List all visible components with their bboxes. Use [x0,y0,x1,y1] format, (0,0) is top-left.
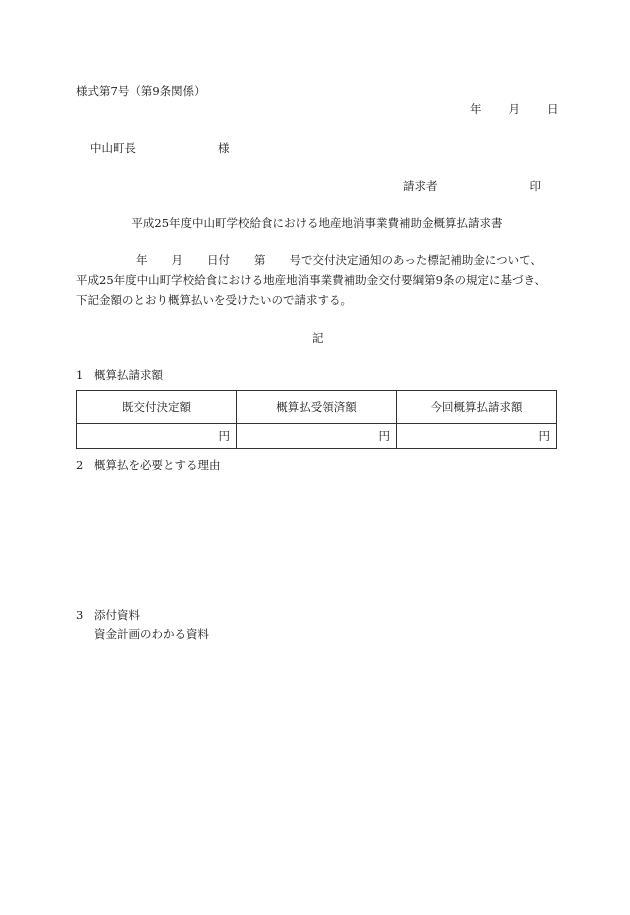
body-line-2: 平成25年度中山町学校給食における地産地消事業費補助金交付要綱第9条の規定に基づき、 [76,273,546,287]
section-3-title: 添付資料 [94,608,140,622]
ki-heading: 記 [312,331,324,345]
section-1-number: 1 [76,368,84,382]
section-3-heading [76,610,140,622]
table-value-cell: 円 [237,424,397,449]
date-line [470,104,559,116]
table-value-cell: 円 [77,424,237,449]
section-1-heading [76,370,163,382]
section-2-heading [76,460,221,472]
requester-label: 請求者 [403,179,438,193]
addressee [90,143,230,155]
requester [403,181,541,193]
table-header-cell: 既交付決定額 [77,391,237,424]
section-3-item: 資金計画のわかる資料 [94,627,209,641]
addressee-name: 中山町長 [90,141,136,155]
body-month: 月 [171,253,183,267]
section-2-number: 2 [76,458,84,472]
section-2-title: 概算払を必要とする理由 [94,458,221,472]
form-number: 様式第7号（第9条関係） [76,84,206,98]
amount-table [76,390,557,449]
body-line-3: 下記金額のとおり概算払いを受けたいので請求する。 [76,293,352,307]
section-3-number: 3 [76,608,84,622]
requester-seal: 印 [529,179,541,193]
document-title: 平成25年度中山町学校給食における地産地消事業費補助金概算払請求書 [131,216,503,230]
table-header-cell: 概算払受領済額 [237,391,397,424]
section-1-title: 概算払請求額 [94,368,163,382]
date-day: 日 [547,102,559,116]
date-month: 月 [508,102,520,116]
table-value-row [77,424,557,449]
addressee-honorific: 様 [218,141,230,155]
body-line-1 [136,255,542,267]
date-year: 年 [470,102,482,116]
table-value-cell: 円 [397,424,557,449]
table-header-row [77,391,557,424]
body-date-attached: 日付 [207,253,230,267]
table-header-cell: 今回概算払請求額 [397,391,557,424]
body-year: 年 [136,253,148,267]
body-line1-rest: 号で交付決定通知のあった標記補助金について、 [289,253,542,267]
body-dai: 第 [254,253,266,267]
